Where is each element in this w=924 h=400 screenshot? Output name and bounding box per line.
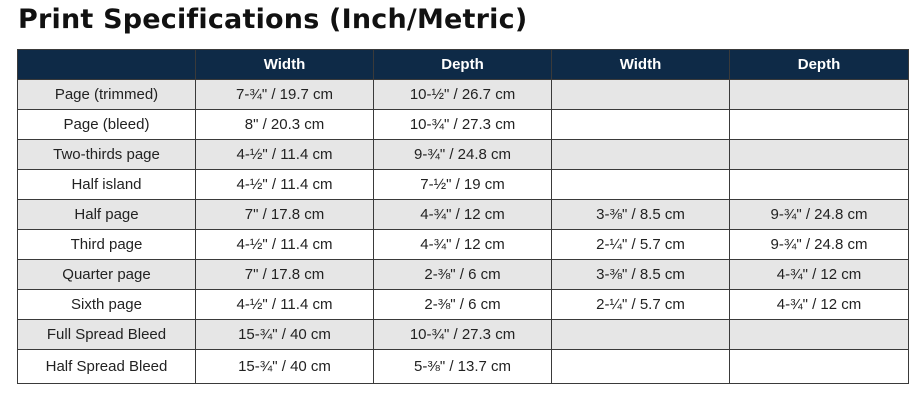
- header-cell-depth: Depth: [374, 50, 552, 80]
- depth-cell: 4-¾" / 12 cm: [374, 230, 552, 260]
- width-alt-cell: [552, 110, 730, 140]
- width-cell: 4-½" / 11.4 cm: [196, 230, 374, 260]
- depth-alt-cell: [730, 170, 909, 200]
- depth-alt-cell: [730, 140, 909, 170]
- table-row: [18, 200, 909, 230]
- row-label: Quarter page: [18, 260, 196, 290]
- width-alt-cell: 2-¼" / 5.7 cm: [552, 290, 730, 320]
- row-label: Two-thirds page: [18, 140, 196, 170]
- depth-alt-cell: [730, 80, 909, 110]
- header-cell-depth-alt: Depth: [730, 50, 909, 80]
- depth-alt-cell: 4-¾" / 12 cm: [730, 290, 909, 320]
- width-alt-cell: [552, 320, 730, 350]
- width-cell: 7-¾" / 19.7 cm: [196, 80, 374, 110]
- depth-cell: 7-½" / 19 cm: [374, 170, 552, 200]
- depth-alt-cell: 9-¾" / 24.8 cm: [730, 230, 909, 260]
- depth-cell: 9-¾" / 24.8 cm: [374, 140, 552, 170]
- width-cell: 4-½" / 11.4 cm: [196, 170, 374, 200]
- width-cell: 4-½" / 11.4 cm: [196, 140, 374, 170]
- row-label: Half Spread Bleed: [18, 350, 196, 384]
- depth-cell: 2-⅜" / 6 cm: [374, 260, 552, 290]
- depth-alt-cell: 9-¾" / 24.8 cm: [730, 200, 909, 230]
- width-alt-cell: 3-⅜" / 8.5 cm: [552, 260, 730, 290]
- table-row: [18, 350, 909, 384]
- row-label: Sixth page: [18, 290, 196, 320]
- width-alt-cell: [552, 170, 730, 200]
- header-cell-width: Width: [196, 50, 374, 80]
- width-alt-cell: [552, 350, 730, 384]
- width-alt-cell: 3-⅜" / 8.5 cm: [552, 200, 730, 230]
- depth-alt-cell: [730, 110, 909, 140]
- table-row: [18, 170, 909, 200]
- width-cell: 8" / 20.3 cm: [196, 110, 374, 140]
- width-cell: 7" / 17.8 cm: [196, 200, 374, 230]
- header-cell-width-alt: Width: [552, 50, 730, 80]
- width-alt-cell: 2-¼" / 5.7 cm: [552, 230, 730, 260]
- row-label: Page (trimmed): [18, 80, 196, 110]
- width-cell: 7" / 17.8 cm: [196, 260, 374, 290]
- table-row: [18, 290, 909, 320]
- depth-alt-cell: [730, 320, 909, 350]
- table-row: [18, 80, 909, 110]
- table-row: [18, 110, 909, 140]
- print-specifications-table: [17, 49, 909, 384]
- depth-cell: 5-⅜" / 13.7 cm: [374, 350, 552, 384]
- header-cell-ad-size: [18, 50, 196, 80]
- row-label: Half page: [18, 200, 196, 230]
- depth-alt-cell: 4-¾" / 12 cm: [730, 260, 909, 290]
- table-row: [18, 320, 909, 350]
- row-label: Full Spread Bleed: [18, 320, 196, 350]
- width-cell: 15-¾" / 40 cm: [196, 320, 374, 350]
- table-row: [18, 260, 909, 290]
- row-label: Third page: [18, 230, 196, 260]
- table-row: [18, 140, 909, 170]
- depth-cell: 2-⅜" / 6 cm: [374, 290, 552, 320]
- table-row: [18, 230, 909, 260]
- width-alt-cell: [552, 140, 730, 170]
- width-cell: 4-½" / 11.4 cm: [196, 290, 374, 320]
- depth-cell: 10-¾" / 27.3 cm: [374, 320, 552, 350]
- depth-cell: 10-¾" / 27.3 cm: [374, 110, 552, 140]
- row-label: Page (bleed): [18, 110, 196, 140]
- page-title: Print Specifications (Inch/Metric): [18, 4, 528, 35]
- depth-cell: 10-½" / 26.7 cm: [374, 80, 552, 110]
- width-cell: 15-¾" / 40 cm: [196, 350, 374, 384]
- width-alt-cell: [552, 80, 730, 110]
- depth-cell: 4-¾" / 12 cm: [374, 200, 552, 230]
- row-label: Half island: [18, 170, 196, 200]
- header-row: [18, 50, 909, 80]
- depth-alt-cell: [730, 350, 909, 384]
